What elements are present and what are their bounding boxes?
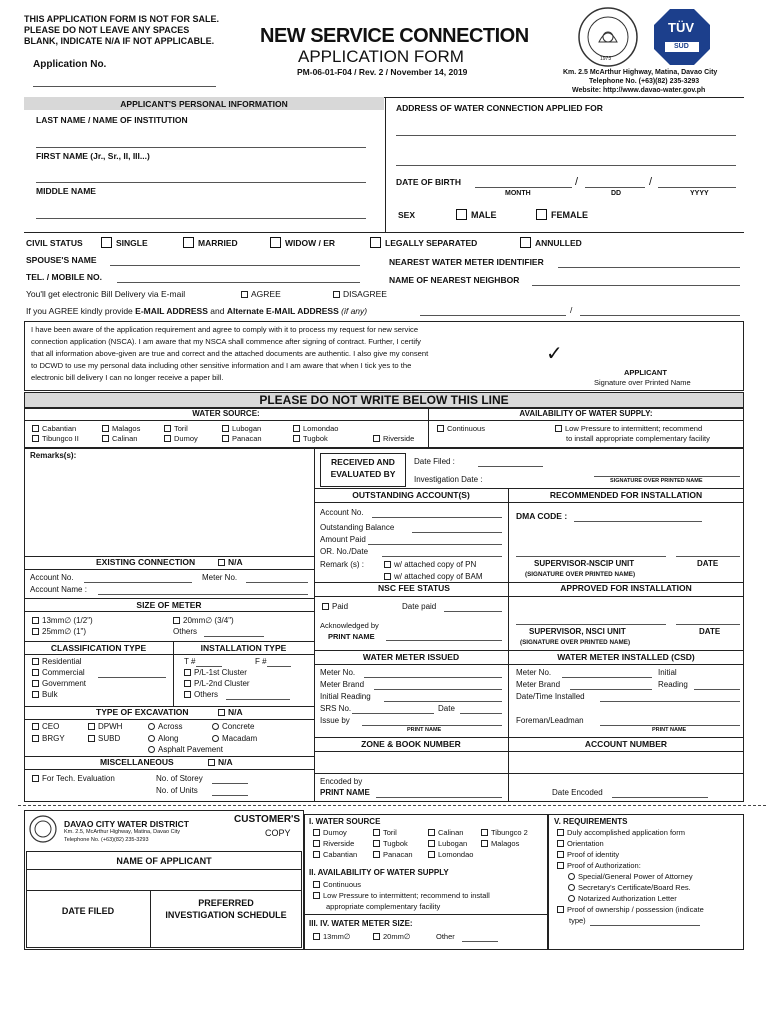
issue-by-field[interactable] xyxy=(362,725,502,726)
tuv-brand: TÜV xyxy=(668,20,694,35)
srs-date-field[interactable] xyxy=(460,713,502,714)
issued-meter-no-field[interactable] xyxy=(364,677,502,678)
foreman-field[interactable] xyxy=(600,725,740,726)
spouse-field[interactable] xyxy=(110,265,360,266)
account-no-label: Account No. xyxy=(320,508,364,517)
ex-dpwh[interactable]: DPWH xyxy=(88,723,122,731)
avail-low-pressure[interactable]: Low Pressure to intermittent; recommend xyxy=(555,425,702,433)
installation-title: INSTALLATION TYPE xyxy=(200,643,287,653)
req-orientation[interactable]: Orientation xyxy=(557,840,604,848)
address-line-1[interactable] xyxy=(396,135,736,136)
remarks-label: Remarks(s): xyxy=(30,451,77,460)
size-meter-title: SIZE OF METER xyxy=(136,600,202,610)
req-ownership-field[interactable] xyxy=(590,925,700,926)
or-no-label: OR. No./Date xyxy=(320,547,369,556)
encoded-by-label: Encoded by xyxy=(320,777,363,786)
sex-female-option[interactable]: FEMALE xyxy=(536,209,588,220)
size-20mm-option[interactable]: 20mm∅ (3/4") xyxy=(173,617,234,625)
civil-widow-option[interactable]: WIDOW / ER xyxy=(270,237,335,248)
civil-status-label: CIVIL STATUS xyxy=(26,238,83,248)
req-authorization[interactable]: Proof of Authorization: xyxy=(557,862,641,870)
customers-label: CUSTOMER'S xyxy=(234,814,301,825)
copy-org: DAVAO CITY WATER DISTRICT xyxy=(64,819,189,829)
t-no-field[interactable] xyxy=(196,666,222,667)
size-others-field[interactable] xyxy=(204,636,264,637)
inst-p2[interactable]: P/L-2nd Cluster xyxy=(184,680,250,688)
units-label: No. of Units xyxy=(156,786,198,795)
investigation-date-label: Investigation Date : xyxy=(414,475,483,484)
ws-calinan[interactable]: Calinan xyxy=(428,829,463,837)
ws-tugbok[interactable]: Tugbok xyxy=(373,840,408,848)
installed-meter-brand-label: Meter Brand xyxy=(516,680,561,689)
w-pn-option[interactable]: w/ attached copy of PN xyxy=(384,561,476,569)
src-tibungco[interactable]: Tibungco II xyxy=(32,435,79,443)
copy-size-other-label: Other xyxy=(436,932,455,941)
application-no-label: Application No. xyxy=(33,59,107,70)
src-tugbok[interactable]: Tugbok xyxy=(293,435,328,443)
auth-letter[interactable]: Notarized Authorization Letter xyxy=(568,895,677,903)
storey-label: No. of Storey xyxy=(156,774,203,783)
personal-section-title: APPLICANT'S PERSONAL INFORMATION xyxy=(120,99,288,109)
ex-asphalt[interactable]: Asphalt Pavement xyxy=(148,746,223,754)
ack-by-label: Acknowledged by xyxy=(320,621,379,630)
excavation-title: TYPE OF EXCAVATION xyxy=(96,707,189,717)
foreman-caption: PRINT NAME xyxy=(652,727,687,733)
evaluator-signature-field[interactable] xyxy=(594,476,740,477)
size-13mm-option[interactable]: 13mm∅ (1/2") xyxy=(32,617,93,625)
tuv-badge-icon xyxy=(653,8,711,66)
dob-year-field[interactable] xyxy=(658,187,736,188)
date-filed-field[interactable] xyxy=(478,466,543,467)
evaluator-signature-caption: SIGNATURE OVER PRINTED NAME xyxy=(610,478,703,484)
declaration-line-1: I have been aware of the application requirement and agree to comply with it to process my request for new service xyxy=(31,325,419,334)
org-telephone: Telephone No. (+63)(82) 235-3293 xyxy=(589,78,700,85)
last-name-label: LAST NAME / NAME OF INSTITUTION xyxy=(36,115,188,125)
neighbor-field[interactable] xyxy=(532,285,740,286)
copy-size-13[interactable]: 13mm∅ xyxy=(313,933,350,941)
ebill-disagree-option[interactable]: DISAGREE xyxy=(333,290,387,299)
applicant-signature-caption: Signature over Printed Name xyxy=(594,378,691,387)
date-encoded-field[interactable] xyxy=(612,797,708,798)
ex-subd[interactable]: SUBD xyxy=(88,735,120,743)
existing-account-no-field[interactable] xyxy=(84,582,192,583)
civil-separated-option[interactable]: LEGALLY SEPARATED xyxy=(370,237,477,248)
form-title: NEW SERVICE CONNECTION xyxy=(260,25,529,47)
tel-label: TEL. / MOBILE NO. xyxy=(26,272,103,282)
outstanding-title: OUTSTANDING ACCOUNT(S) xyxy=(352,490,470,500)
nsc-fee-title: NSC FEE STATUS xyxy=(378,583,450,593)
notice-line-3: BLANK, INDICATE N/A IF NOT APPLICABLE. xyxy=(24,36,215,46)
nsci-sig-caption: (SIGNATURE OVER PRINTED NAME) xyxy=(520,639,631,646)
avail-low-pressure-2: to install appropriate complementary facility xyxy=(566,434,710,443)
req-identity[interactable]: Proof of identity xyxy=(557,851,619,859)
ws-cabantian[interactable]: Cabantian xyxy=(313,851,357,859)
address-title: ADDRESS OF WATER CONNECTION APPLIED FOR xyxy=(396,103,603,113)
req-application-form[interactable]: Duly accomplished application form xyxy=(557,829,685,837)
classification-title: CLASSIFICATION TYPE xyxy=(50,643,147,653)
copy-size-20[interactable]: 20mm∅ xyxy=(373,933,410,941)
ex-brgy[interactable]: BRGY xyxy=(32,735,65,743)
date-paid-field[interactable] xyxy=(444,611,502,612)
tuv-sub: SÜD xyxy=(674,43,689,50)
copy-label: COPY xyxy=(265,828,291,838)
name-applicant-title: NAME OF APPLICANT xyxy=(116,856,212,866)
av-continuous[interactable]: Continuous xyxy=(313,881,361,889)
src-calinan[interactable]: Calinan xyxy=(102,435,137,443)
dob-day-field[interactable] xyxy=(585,187,645,188)
foreman-label: Foreman/Leadman xyxy=(516,716,584,725)
nsci-signature-field[interactable] xyxy=(516,624,666,625)
copy-addr: Km. 2.5, McArthur Highway, Matina, Davao City xyxy=(64,829,181,835)
tel-field[interactable] xyxy=(117,282,360,283)
installed-reading-field[interactable] xyxy=(694,689,740,690)
existing-connection-title: EXISTING CONNECTION xyxy=(96,557,196,567)
dob-yyyy-caption: YYYY xyxy=(690,190,709,197)
meter-id-field[interactable] xyxy=(558,267,740,268)
src-malagos[interactable]: Malagos xyxy=(102,425,140,433)
do-not-write-banner: PLEASE DO NOT WRITE BELOW THIS LINE xyxy=(259,393,509,407)
src-dumoy[interactable]: Dumoy xyxy=(164,435,198,443)
amount-paid-label: Amount Paid xyxy=(320,535,366,544)
date-time-installed-label: Date/Time Installed xyxy=(516,692,585,701)
ncsip-sig-caption: (SIGNATURE OVER PRINTED NAME) xyxy=(525,571,636,578)
form-code: PM-06-01-F04 / Rev. 2 / November 14, 2019 xyxy=(297,67,468,77)
seal-year: 1973 xyxy=(600,56,612,62)
tech-eval-option[interactable]: For Tech. Evaluation xyxy=(32,775,115,783)
installed-reading-label: Reading xyxy=(658,680,688,689)
middle-name-label: MIDDLE NAME xyxy=(36,186,96,196)
src-lubogan[interactable]: Lubogan xyxy=(222,425,261,433)
ack-by-field[interactable] xyxy=(386,640,502,641)
declaration-line-3: that all information above-given are true and correct and the attached documents are authentic. I also give my consent xyxy=(31,349,429,358)
issued-initial-reading-field[interactable] xyxy=(384,701,502,702)
preferred-title: PREFERRED xyxy=(198,898,254,908)
req-ownership-2: type) xyxy=(569,916,586,925)
units-field[interactable] xyxy=(212,795,248,796)
src-panacan[interactable]: Panacan xyxy=(222,435,262,443)
dma-code-field[interactable] xyxy=(574,521,702,522)
ws-dumoy[interactable]: Dumoy xyxy=(313,829,347,837)
recommended-title: RECOMMENDED FOR INSTALLATION xyxy=(549,490,703,500)
zone-book-title: ZONE & BOOK NUMBER xyxy=(361,739,461,749)
issued-meter-brand-field[interactable] xyxy=(374,689,502,690)
cls-commercial[interactable]: Commercial xyxy=(32,669,85,677)
av-low-pressure[interactable]: Low Pressure to intermittent; recommend to install xyxy=(313,892,490,900)
ws-title: I. WATER SOURCE xyxy=(309,817,381,826)
issued-meter-brand-label: Meter Brand xyxy=(320,680,365,689)
ex-across[interactable]: Across xyxy=(148,723,182,731)
w-bam-option[interactable]: w/ attached copy of BAM xyxy=(384,573,483,581)
availability-title: AVAILABILITY OF WATER SUPPLY: xyxy=(519,409,653,418)
dob-dd-caption: DD xyxy=(611,190,622,197)
first-name-field[interactable] xyxy=(36,182,366,183)
existing-account-name-label: Account Name : xyxy=(30,585,87,594)
misc-title: MISCELLANEOUS xyxy=(100,757,174,767)
inst-others-field[interactable] xyxy=(226,699,290,700)
f-no-field[interactable] xyxy=(267,666,291,667)
date-time-installed-field[interactable] xyxy=(600,701,740,702)
account-no-field[interactable] xyxy=(372,517,502,518)
ws-toril[interactable]: Toril xyxy=(373,829,397,837)
issued-initial-reading-label: Initial Reading xyxy=(320,692,371,701)
declaration-line-2: connection application (NSCA). I am aware that my NSCA shall commence after signing of contract. Further, I certify xyxy=(31,337,421,346)
account-number-title: ACCOUNT NUMBER xyxy=(584,739,668,749)
size-others-label: Others xyxy=(173,627,198,636)
ack-print-name-caption: PRINT NAME xyxy=(328,632,375,641)
date-filed-label: Date Filed : xyxy=(414,457,455,466)
form-subtitle: APPLICATION FORM xyxy=(298,47,464,66)
f-no-label: F # xyxy=(255,657,267,666)
org-website: Website: http://www.davao-water.gov.ph xyxy=(572,87,706,94)
existing-account-no-label: Account No. xyxy=(30,573,74,582)
ebill-text: You'll get electronic Bill Delivery via E-mail xyxy=(26,289,186,299)
address-line-2[interactable] xyxy=(396,165,736,166)
src-toril[interactable]: Toril xyxy=(164,425,188,433)
existing-meter-no-field[interactable] xyxy=(246,582,308,583)
ex-along[interactable]: Along xyxy=(148,735,178,743)
size-title: III. IV. WATER METER SIZE: xyxy=(309,919,413,928)
av-low-pressure-2: appropriate complementary facility xyxy=(326,902,441,911)
cut-line xyxy=(18,805,766,806)
meter-installed-title: WATER METER INSTALLED (CSD) xyxy=(557,652,695,662)
cls-bulk[interactable]: Bulk xyxy=(32,691,58,699)
neighbor-label: NAME OF NEAREST NEIGHBOR xyxy=(389,275,520,285)
encoded-print-name-label: PRINT NAME xyxy=(320,788,370,797)
ws-panacan[interactable]: Panacan xyxy=(373,851,413,859)
notice-line-2: PLEASE DO NOT LEAVE ANY SPACES xyxy=(24,25,190,35)
ebill-agree-option[interactable]: AGREE xyxy=(241,290,281,299)
dcwd-small-seal-icon xyxy=(28,814,58,844)
srs-label: SRS No. xyxy=(320,704,352,713)
ncsip-signature-field[interactable] xyxy=(516,556,666,557)
size-25mm-option[interactable]: 25mm∅ (1") xyxy=(32,628,86,636)
alt-email-field[interactable] xyxy=(580,315,740,316)
remark-s-label: Remark (s) : xyxy=(320,560,364,569)
copy-size-other-field[interactable] xyxy=(462,941,498,942)
email-instruction: If you AGREE kindly provide E-MAIL ADDRESS and Alternate E-MAIL ADDRESS (if any) xyxy=(26,306,368,316)
issued-meter-no-label: Meter No. xyxy=(320,668,356,677)
civil-married-option[interactable]: MARRIED xyxy=(183,237,238,248)
issue-by-caption: PRINT NAME xyxy=(407,727,442,733)
declaration-line-5: electronic bill delivery I can no longer receive a paper bill. xyxy=(31,373,224,382)
srs-date-label: Date xyxy=(438,704,455,713)
installed-meter-no-label: Meter No. xyxy=(516,668,552,677)
first-name-label: FIRST NAME (Jr., Sr., II, III...) xyxy=(36,151,150,161)
existing-na-option[interactable]: N/A xyxy=(218,558,243,567)
existing-meter-no-label: Meter No. xyxy=(202,573,238,582)
sex-label: SEX xyxy=(398,210,416,220)
copy-tel: Telephone No. (+63)(82) 235-3293 xyxy=(64,837,149,843)
ex-ceo[interactable]: CEO xyxy=(32,723,59,731)
date-filed-title: DATE FILED xyxy=(61,906,115,916)
ws-tibungco[interactable]: Tibungco 2 xyxy=(481,829,528,837)
auth-spa[interactable]: Special/General Power of Attorney xyxy=(568,873,693,881)
excavation-na-option[interactable]: N/A xyxy=(218,708,243,717)
org-address: Km. 2.5 McArthur Highway, Matina, Davao City xyxy=(563,69,718,76)
inst-p1[interactable]: P/L-1st Cluster xyxy=(184,669,247,677)
dob-month-caption: MONTH xyxy=(505,190,531,197)
installed-meter-no-field[interactable] xyxy=(562,677,652,678)
cls-government[interactable]: Government xyxy=(32,680,86,688)
declaration-line-4: to DCWD to use my personal data including other sensitive information and I am aware that when I tick yes to the xyxy=(31,361,412,370)
ws-riverside[interactable]: Riverside xyxy=(313,840,354,848)
dma-code-label: DMA CODE : xyxy=(516,511,568,521)
applicant-label: APPLICANT xyxy=(624,368,667,377)
evaluated-label: EVALUATED BY xyxy=(330,469,396,479)
installed-initial-label: Initial xyxy=(658,668,677,677)
ncsip-title: SUPERVISOR-NSCIP UNIT xyxy=(534,559,635,568)
nsci-date-field[interactable] xyxy=(676,624,740,625)
civil-annulled-option[interactable]: ANNULLED xyxy=(520,237,582,248)
notice-line-1: THIS APPLICATION FORM IS NOT FOR SALE. xyxy=(24,14,219,24)
nsci-date-caption: DATE xyxy=(699,627,721,636)
last-name-field[interactable] xyxy=(36,147,366,148)
civil-single-option[interactable]: SINGLE xyxy=(101,237,148,248)
received-label: RECEIVED AND xyxy=(331,457,395,467)
amount-paid-field[interactable] xyxy=(368,544,502,545)
ncsip-date-caption: DATE xyxy=(697,559,719,568)
ws-malagos[interactable]: Malagos xyxy=(481,840,519,848)
meter-issued-title: WATER METER ISSUED xyxy=(362,652,460,662)
sex-male-option[interactable]: MALE xyxy=(456,209,497,220)
dob-month-field[interactable] xyxy=(475,187,572,188)
email-field[interactable] xyxy=(420,315,566,316)
ncsip-date-field[interactable] xyxy=(676,556,740,557)
req-title: V. REQUIREMENTS xyxy=(554,817,628,826)
ex-macadam[interactable]: Macadam xyxy=(212,735,257,743)
middle-name-field[interactable] xyxy=(36,218,366,219)
outstanding-balance-label: Outstanding Balance xyxy=(320,523,395,532)
cls-residential[interactable]: Residential xyxy=(32,658,82,666)
meter-id-label: NEAREST WATER METER IDENTIFIER xyxy=(389,257,544,267)
auth-secretary[interactable]: Secretary's Certificate/Board Res. xyxy=(568,884,691,892)
date-encoded-label: Date Encoded xyxy=(552,788,603,797)
nsci-title: SUPERVISOR, NSCI UNIT xyxy=(529,627,626,636)
issue-by-label: Issue by xyxy=(320,716,350,725)
paid-option[interactable]: Paid xyxy=(322,603,348,611)
dob-label: DATE OF BIRTH xyxy=(396,177,462,187)
ws-lomondao[interactable]: Lomondao xyxy=(428,851,473,859)
src-lomondao[interactable]: Lomondao xyxy=(293,425,338,433)
spouse-label: SPOUSE'S NAME xyxy=(26,255,97,265)
date-paid-label: Date paid xyxy=(402,602,437,611)
srs-field[interactable] xyxy=(352,713,434,714)
misc-na-option[interactable]: N/A xyxy=(208,758,233,767)
t-no-label: T # xyxy=(184,657,196,666)
src-riverside[interactable]: Riverside xyxy=(373,435,414,443)
storey-field[interactable] xyxy=(212,783,248,784)
checkmark-icon: ✓ xyxy=(546,343,563,365)
avail-continuous[interactable]: Continuous xyxy=(437,425,485,433)
req-ownership[interactable]: Proof of ownership / possession (indicate xyxy=(557,906,704,914)
investigation-schedule-title: INVESTIGATION SCHEDULE xyxy=(165,910,287,920)
encoded-by-field[interactable] xyxy=(376,797,502,798)
approved-title: APPROVED FOR INSTALLATION xyxy=(560,583,692,593)
ex-concrete[interactable]: Concrete xyxy=(212,723,254,731)
ws-lubogan[interactable]: Lubogan xyxy=(428,840,467,848)
existing-account-name-field[interactable] xyxy=(98,594,308,595)
av-title: II. AVAILABILITY OF WATER SUPPLY xyxy=(309,868,449,877)
water-source-title: WATER SOURCE: xyxy=(192,409,260,418)
or-no-field[interactable] xyxy=(382,556,502,557)
src-cabantian[interactable]: Cabantian xyxy=(32,425,76,433)
cls-commercial-field[interactable] xyxy=(98,677,166,678)
outstanding-balance-field[interactable] xyxy=(412,532,502,533)
application-no-field[interactable] xyxy=(33,86,216,87)
inst-others[interactable]: Others xyxy=(184,691,218,699)
installed-meter-brand-field[interactable] xyxy=(570,689,652,690)
